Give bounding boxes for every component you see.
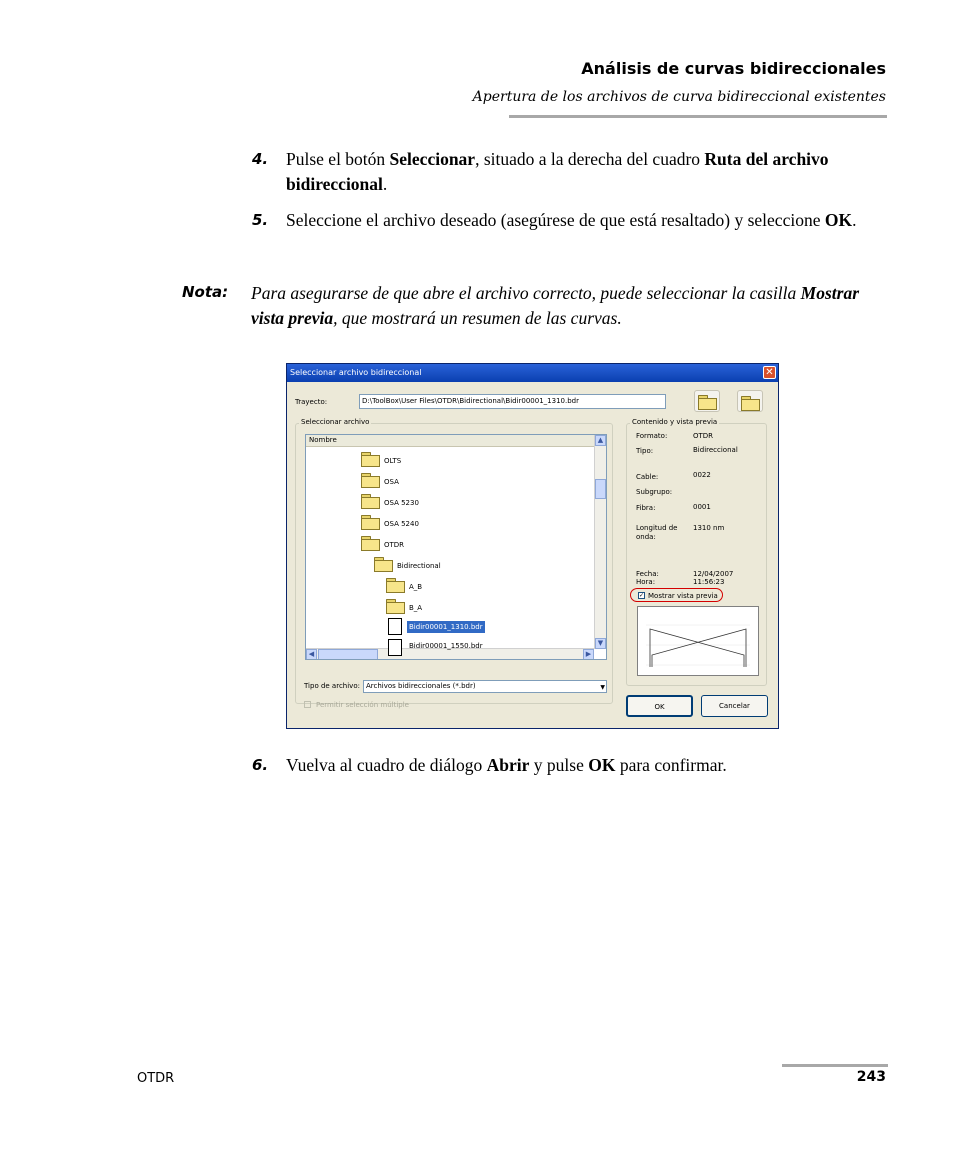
preview-trace-svg (638, 607, 758, 675)
step-text (286, 208, 882, 233)
chevron-down-icon: ▼ (600, 684, 605, 691)
scroll-left-icon[interactable]: ◀ (306, 649, 317, 660)
multi-select-checkbox[interactable] (304, 701, 311, 708)
step-number: 6. (252, 756, 269, 774)
select-file-group-label: Seleccionar archivo (301, 418, 370, 426)
scroll-up-icon[interactable]: ▲ (595, 435, 606, 446)
step-4 (252, 147, 882, 197)
folder-icon (361, 494, 380, 509)
vertical-scrollbar[interactable] (594, 435, 606, 649)
bold-term: OK (588, 755, 616, 775)
text-run: Seleccione el archivo deseado (asegúrese de que está resaltado) y seleccione (286, 210, 825, 230)
trace-a-to-b (650, 629, 744, 667)
preview-checkbox[interactable]: ✓ (639, 592, 645, 599)
note-label: Nota: (182, 283, 229, 301)
info-key-wavelength: Longitud de onda: (636, 524, 678, 541)
file-type-value: Archivos bidireccionales (*.bdr) (366, 682, 476, 690)
running-header-title: Análisis de curvas bidireccionales (581, 59, 886, 78)
tree-item-file-1310[interactable]: Bidir00001_1310.bdr (409, 623, 483, 631)
multi-select-label: Permitir selección múltiple (316, 701, 409, 709)
text-run: Vuelva al cuadro de diálogo (286, 755, 487, 775)
note-text (251, 281, 871, 331)
tree-item-file-1550[interactable]: Bidir00001_1550.bdr (409, 642, 483, 650)
footer-rule (782, 1064, 888, 1067)
info-value-wavelength: 1310 nm (693, 524, 725, 532)
tree-item-a-b[interactable]: A_B (409, 583, 423, 591)
step-number: 5. (252, 211, 269, 229)
folder-icon (386, 578, 405, 593)
tree-item-osa-5230[interactable]: OSA 5230 (384, 499, 419, 507)
new-folder-icon (741, 396, 760, 411)
info-key-type: Tipo: (636, 447, 654, 455)
file-type-select[interactable] (363, 680, 607, 693)
file-icon (388, 639, 402, 656)
file-icon (388, 618, 402, 635)
text-run: Pulse el botón (286, 149, 390, 169)
cancel-button[interactable]: Cancelar (701, 695, 768, 717)
step-6 (252, 753, 882, 778)
ok-button[interactable]: OK (626, 695, 693, 717)
info-key-fiber: Fibra: (636, 504, 656, 512)
info-key-format: Formato: (636, 432, 668, 440)
dialog-titlebar (287, 364, 778, 382)
folder-up-icon (698, 395, 717, 410)
info-value-cable: 0022 (693, 471, 711, 479)
select-folder-button[interactable] (694, 390, 720, 412)
info-value-date: 12/04/2007 (693, 570, 734, 578)
step-number: 4. (252, 150, 269, 168)
file-tree[interactable] (305, 434, 607, 660)
tree-item-osa-5240[interactable]: OSA 5240 (384, 520, 419, 528)
open-folder-icon (361, 536, 380, 551)
dialog-title: Seleccionar archivo bidireccional (290, 368, 422, 377)
column-header-name[interactable]: Nombre (306, 435, 594, 447)
close-icon[interactable]: ✕ (763, 366, 776, 379)
text-run: y pulse (529, 755, 589, 775)
preview-graph (637, 606, 759, 676)
bold-term: Ruta del archivo bidireccional (286, 149, 829, 194)
scroll-thumb-horizontal[interactable] (318, 649, 378, 660)
step-text (286, 753, 882, 778)
text-run: . (852, 210, 857, 230)
step-5 (252, 208, 882, 233)
text-run: , situado a la derecha del cuadro (475, 149, 705, 169)
tree-item-otdr[interactable]: OTDR (384, 541, 405, 549)
select-bidirectional-file-dialog (286, 363, 779, 729)
folder-icon (361, 515, 380, 530)
tree-item-osa[interactable]: OSA (384, 478, 399, 486)
info-key-date: Fecha: (636, 570, 659, 578)
folder-icon (361, 452, 380, 467)
path-label: Trayecto: (295, 398, 328, 406)
scroll-thumb[interactable] (595, 479, 606, 499)
folder-icon (361, 473, 380, 488)
tree-item-b-a[interactable]: B_A (409, 604, 423, 612)
running-header-subtitle: Apertura de los archivos de curva bidireccional existentes (472, 89, 886, 105)
bold-term: Seleccionar (389, 149, 476, 169)
folder-icon (386, 599, 405, 614)
scroll-right-icon[interactable]: ▶ (583, 649, 594, 660)
footer-product: OTDR (137, 1071, 175, 1086)
trace-b-to-a (652, 629, 746, 667)
open-folder-icon (374, 557, 393, 572)
step-text (286, 147, 882, 197)
text-run: para confirmar. (615, 755, 727, 775)
text-run: Para asegurarse de que abre el archivo correcto, puede seleccionar la casilla (251, 283, 801, 303)
page-number: 243 (856, 1069, 886, 1085)
info-key-time: Hora: (636, 578, 656, 586)
tree-item-bidirectional[interactable]: Bidirectional (397, 562, 441, 570)
info-key-subgroup: Subgrupo: (636, 488, 673, 496)
info-value-format: OTDR (693, 432, 714, 440)
info-value-time: 11:56:23 (693, 578, 725, 586)
new-folder-button[interactable] (737, 390, 763, 412)
file-type-label: Tipo de archivo: (304, 682, 360, 690)
info-value-type: Bidireccional (693, 446, 738, 454)
bold-term: Abrir (486, 755, 530, 775)
bold-term: OK (824, 210, 853, 230)
header-rule (509, 115, 887, 118)
text-run: . (382, 174, 388, 194)
info-value-fiber: 0001 (693, 503, 711, 511)
path-field[interactable]: D:\ToolBox\User Files\OTDR\Bidirectional\Bidir00001_1310.bdr (359, 394, 666, 409)
scroll-down-icon[interactable]: ▼ (595, 638, 606, 649)
bold-term: Mostrar vista previa (251, 283, 860, 328)
info-key-cable: Cable: (636, 473, 659, 481)
tree-item-olts[interactable]: OLTS (384, 457, 402, 465)
text-run: , que mostrará un resumen de las curvas. (333, 308, 622, 328)
preview-group-label: Contenido y vista previa (632, 418, 718, 426)
preview-checkbox-label: Mostrar vista previa (648, 592, 718, 600)
